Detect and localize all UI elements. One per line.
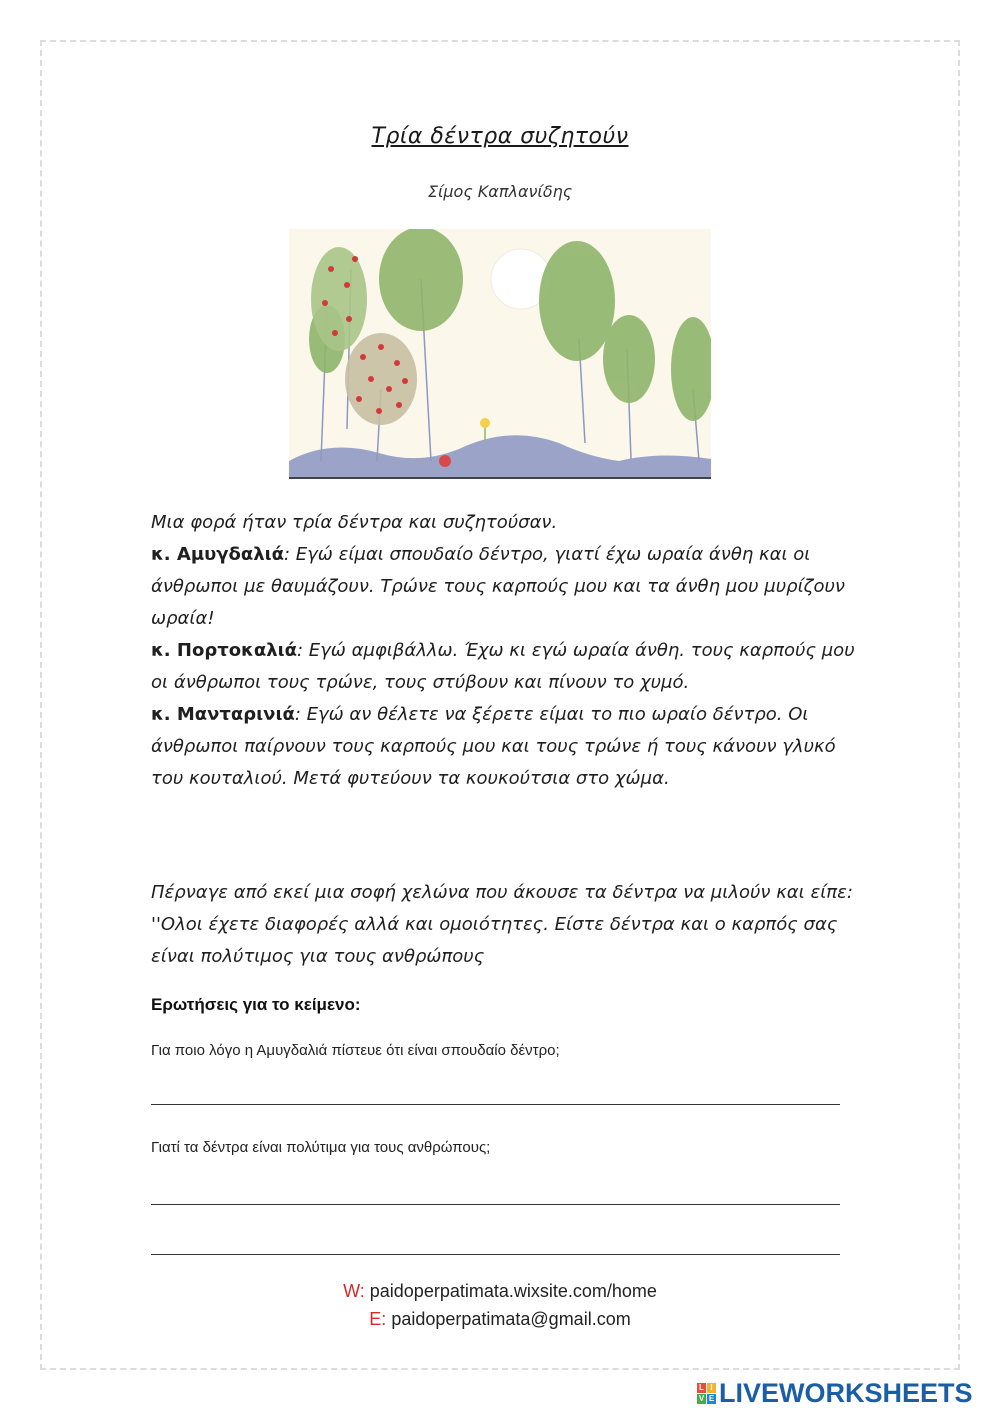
footer-email: [0, 1309, 1000, 1330]
website-prefix: W:: [343, 1281, 365, 1301]
email-link[interactable]: paidoperpatimata@gmail.com: [391, 1309, 631, 1329]
speaker-almond: κ. Αμυγδαλιά: [151, 544, 284, 565]
question-2: Γιατί τα δέντρα είναι πολύτιμα για τους ανθρώπους;: [151, 1139, 491, 1156]
story-text: [151, 507, 871, 967]
answer-line-1[interactable]: [151, 1104, 840, 1105]
author-name: Σίμος Καπλανίδης: [427, 182, 573, 201]
line-text-orange: : Εγώ αμφιβάλλω. Έχω κι εγώ ωραία άνθη. τους καρπούς μου οι άνθρωποι τους τρώνε, τους στύβουν και πίνουν το χυμό.: [151, 640, 855, 693]
website-link[interactable]: paidoperpatimata.wixsite.com/home: [369, 1281, 657, 1301]
liveworksheets-brand[interactable]: [697, 1378, 973, 1408]
story-line-mandarin: [151, 699, 871, 795]
email-prefix: E:: [369, 1309, 387, 1329]
trees-illustration: [289, 229, 711, 479]
line-text-mandarin: : Εγώ αν θέλετε να ξέρετε είμαι το πιο ωραίο δέντρο. Οι άνθρωποι παίρνουν τους καρπούς μου και τους τρώνε ή τους κάνουν γλυκό του κουταλιού. Μετά φυτεύουν τα κουκούτσια στο χώμα.: [151, 704, 836, 789]
worksheet-title: Τρία δέντρα συζητούν: [371, 124, 629, 149]
story-ending: Πέρναγε από εκεί μια σοφή χελώνα που άκουσε τα δέντρα να μιλούν και είπε: ''Ολοι έχετε διαφορές αλλά και ομοιότητες. Είστε δέντρα και ο καρπός σας είναι πολύτιμος για τους ανθρώπους: [151, 882, 853, 967]
logo-letter-v: V: [698, 1394, 705, 1403]
logo-letter-l: L: [697, 1383, 706, 1393]
speaker-mandarin: κ. Μανταρινιά: [151, 704, 295, 725]
story-line-orange: [151, 635, 871, 699]
question-1: Για ποιο λόγο η Αμυγδαλιά πίστευε ότι είναι σπουδαίο δέντρο;: [151, 1042, 560, 1059]
brand-name: LIVEWORKSHEETS: [719, 1377, 973, 1408]
logo-letter-e: E: [708, 1394, 715, 1403]
speaker-orange: κ. Πορτοκαλιά: [151, 640, 297, 661]
liveworksheets-logo-icon: [697, 1383, 716, 1404]
line-text-almond: : Εγώ είμαι σπουδαίο δέντρο, γιατί έχω ωραία άνθη και οι άνθρωποι με θαυμάζουν. Τρώνε τους καρπούς μου και τα άνθη μου μυρίζουν ωραία!: [151, 544, 845, 629]
story-intro: Μια φορά ήταν τρία δέντρα και συζητούσαν.: [151, 512, 558, 533]
answer-line-2[interactable]: [151, 1204, 840, 1205]
logo-letter-i: I: [707, 1383, 716, 1393]
story-line-almond: [151, 539, 871, 635]
questions-heading: Ερωτήσεις για το κείμενο:: [151, 995, 361, 1014]
footer-website: [0, 1281, 1000, 1302]
answer-line-3[interactable]: [151, 1254, 840, 1255]
